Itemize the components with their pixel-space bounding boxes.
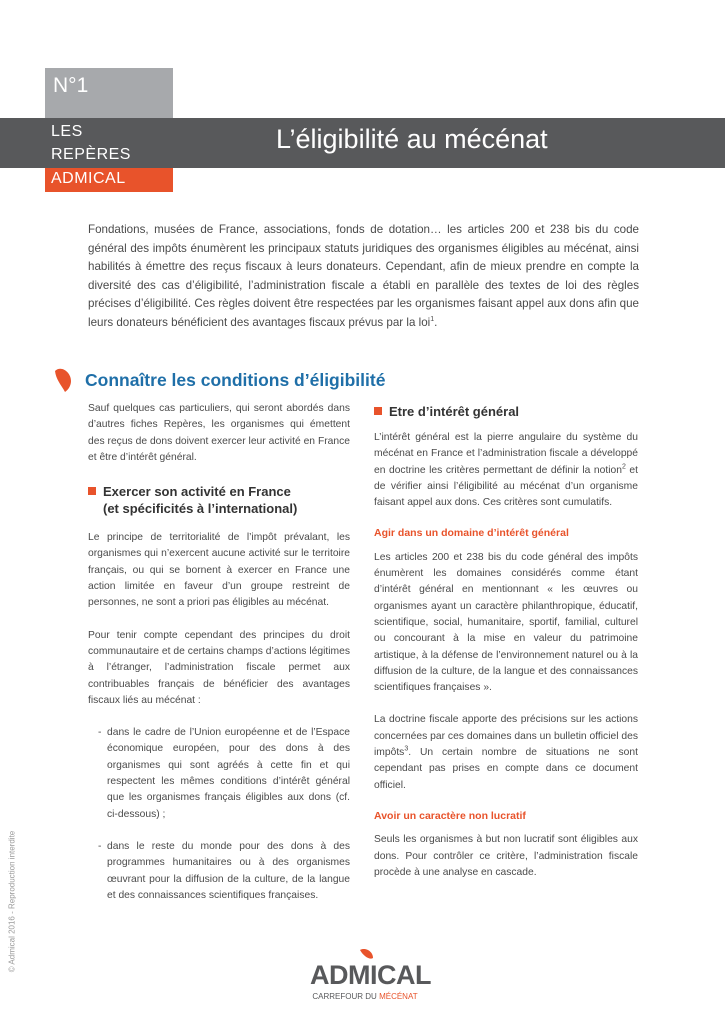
footnote-ref-1: 1 <box>430 316 435 324</box>
series-line-2: REPÈRES <box>51 146 131 163</box>
brand-box <box>45 168 173 192</box>
series-label-box <box>45 118 173 168</box>
logo-tagline-b: MÉCÉNAT <box>379 992 418 1001</box>
copyright-notice: © Admical 2016 - Reproduction interdite <box>7 830 17 973</box>
logo-tagline-a: CARREFOUR DU <box>312 992 380 1001</box>
list-item: - dans le cadre de l’Union européenne et de l’Espace économique européen, pour des dons à des organismes qui sont agréés à cette fin et qui respectent les mêmes conditions d’intérêt général que les organismes français éligibles aux dons (cf. ci-dessous) ; <box>98 727 350 820</box>
right-column <box>374 403 638 881</box>
left-paragraph-2: Le principe de territorialité de l’impôt prévalant, les organismes qui n’exercent aucune activité sur le territoire français, ou qui se bornent à exercer en France une action limitée en faveur d’un groupe restreint de personnes, ne sont a priori pas éligibles au mécénat. <box>88 532 350 609</box>
issue-number: N°1 <box>53 74 89 97</box>
intro-paragraph <box>88 221 639 333</box>
series-line-1: LES <box>51 123 83 140</box>
left-paragraph-1: Sauf quelques cas particuliers, qui seront abordés dans d’autres fiches Repères, les organismes qui émettent des reçus de dons doivent exercer leur activité en France et être d’intérêt général. <box>88 403 350 463</box>
square-bullet-icon <box>88 487 96 495</box>
right-paragraph-3-a: La doctrine fiscale apporte des précisions sur les actions concernées par ces domaines dans un bulletin officiel des impôts <box>374 714 638 759</box>
footnote-ref-2: 2 <box>621 463 626 471</box>
left-paragraph-3: Pour tenir compte cependant des principes du droit communautaire et de certains champs d’actions légitimes à l’étranger, l’administration fiscale permet aux contribuables français de bénéficier des avantages fiscaux liés au mécénat : <box>88 629 350 706</box>
right-paragraph-3-b: . Un certain nombre de situations ne sont cependant pas prises en compte dans ce document officiel. <box>374 747 638 791</box>
bullet-text-1: dans le cadre de l’Union européenne et de l’Espace économique européen, pour des dons à des organismes qui sont agréés à cette fin et qui respectent les mêmes conditions d’intérêt général que les organismes français éligibles aux dons (cf. ci-dessous) ; <box>107 727 350 820</box>
intro-text: Fondations, musées de France, associations, fonds de dotation… les articles 200 et 238 bis du code général des impôts énumèrent les principaux statuts juridiques des organismes éligibles au mécénat, ainsi habilités à émettre des reçus fiscaux à leurs donateurs. Cependant, afin de mieux prendre en compte la diversité des cas d’éligibilité, l’administration fiscale a établi en parallèle des textes de loi des règles précises d’éligibilité. Ces règles doivent être respectées par les organismes faisant appel aux dons afin que leurs donateurs bénéficient des avantages fiscaux prévus par la loi <box>88 223 639 329</box>
right-paragraph-1-b: et de vérifier ainsi l’éligibilité au mécénat d’un organisme faisant appel aux dons. Ces critères sont cumulatifs. <box>374 464 639 509</box>
subheading-non-profit: Avoir un caractère non lucratif <box>374 809 526 822</box>
right-paragraph-1 <box>374 430 638 511</box>
section-leaf-icon <box>52 366 74 394</box>
subheading-domain: Agir dans un domaine d’intérêt général <box>374 527 569 540</box>
heading-activity-line-1: Exercer son activité en France <box>103 484 291 500</box>
heading-general-interest-text: Etre d’intérêt général <box>389 404 520 419</box>
page-title: L’éligibilité au mécénat <box>276 124 548 154</box>
left-column <box>88 401 350 904</box>
heading-activity-line-2: (et spécificités à l’international) <box>103 501 298 517</box>
logo-wordmark: ADMICAL <box>310 960 431 990</box>
admical-logo <box>310 948 431 1008</box>
list-item: - dans le reste du monde pour des dons à des programmes humanitaires ou à des organismes œuvrant pour la diffusion de la culture, de la langue et des connaissances scientifiques françaises. <box>98 840 350 901</box>
right-paragraph-4: Seuls les organismes à but non lucratif sont éligibles aux dons. Pour contrôler ce critère, l’administration fiscale procède à une analyse en cascade. <box>374 834 638 878</box>
heading-general-interest <box>374 403 638 420</box>
issue-number-box <box>45 68 173 118</box>
right-paragraph-3 <box>374 712 638 793</box>
brand-label: ADMICAL <box>51 170 126 187</box>
square-bullet-icon <box>374 407 382 415</box>
footnote-ref-3: 3 <box>404 745 409 753</box>
bullet-text-2: dans le reste du monde pour des dons à des programmes humanitaires ou à des organismes œuvrant pour la diffusion de la culture, de la langue et des connaissances scientifiques françaises. <box>107 840 350 901</box>
section-title: Connaître les conditions d’éligibilité <box>85 370 386 390</box>
intro-end: . <box>434 315 438 329</box>
heading-activity-france <box>88 483 350 517</box>
logo-tagline <box>310 992 420 1001</box>
right-paragraph-2: Les articles 200 et 238 bis du code général des impôts énumèrent les domaines considérés comme étant d’intérêt général en mentionnant « les œuvres ou organismes ayant un caractère philanthropique, éducatif, scientifique, social, humanitaire, sportif, familial, culturel ou concourant à la mise en valeur du patrimoine artistique, à la défense de l’environnement naturel ou à la diffusion de la culture, de la langue et des connaissances scientifiques françaises ». <box>374 551 638 694</box>
right-paragraph-1-a: L’intérêt général est la pierre angulaire du système du mécénat en France et l’administration fiscale a développé en doctrine les critères permettant de définir la notion <box>374 432 638 476</box>
